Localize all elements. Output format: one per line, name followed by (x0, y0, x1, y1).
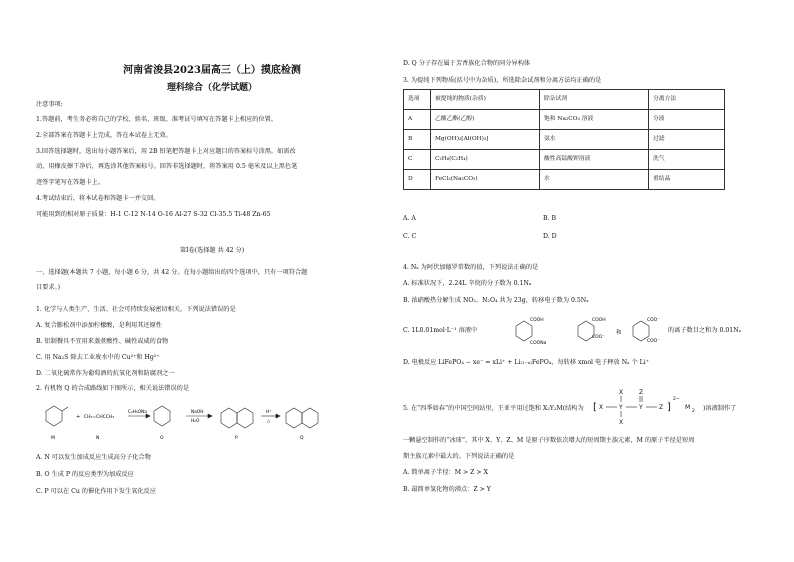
table-header: 分离方法 (649, 90, 725, 110)
section-intro-cont: 目要求。) (36, 284, 61, 291)
q5-stem-line-2: 一颗悬空制作的“冰球”，其中 X、Y、Z、M 是原子序数依次增大的短周期主族元素，M 的原子半径是短周 (403, 437, 695, 444)
compound-p-ring-2 (237, 408, 253, 428)
table-cell: A (404, 110, 431, 130)
table-cell: 重结晶 (649, 170, 725, 190)
atom-x-left: X (599, 404, 604, 411)
label-q: Q (300, 436, 304, 441)
plus-sign: + (76, 414, 81, 420)
table-header-row (404, 90, 725, 110)
table-cell: 乙酸乙酯(乙醇) (431, 110, 540, 130)
section-title: 第Ⅰ卷(选择题 共 42 分) (179, 247, 245, 254)
q5-option-b: B. 最简单氢化物的沸点：Z > Y (403, 486, 491, 493)
reagent-3: H₂O (191, 419, 200, 424)
metal-m: M (685, 404, 691, 411)
q2-option-b: B. O 生成 P 的反应类型为加成反应 (36, 471, 134, 478)
reaction-arrows (128, 414, 280, 418)
compound-o-ring (154, 406, 170, 426)
table-row (404, 150, 725, 170)
notes-heading: 注意事项: (36, 101, 63, 108)
table-header: 除杂试剂 (540, 90, 649, 110)
table-row (404, 110, 725, 130)
compound-q-ring-2 (302, 408, 318, 428)
note-2: 2.全部答案在答题卡上完成，答在本试卷上无效。 (36, 132, 172, 139)
compound-n-formula: CH₂=CHCCH₃ (84, 415, 115, 420)
benzene-ring-1 (516, 321, 532, 341)
table-cell: C₂H₆(C₂H₄) (431, 150, 540, 170)
reagent-2: NaOH (191, 410, 204, 415)
q4-option-d: D. 电极反应 LiFePO₄ − xe⁻ = xLi⁺ + Li₍₁₋ₓ₎FePO₄，每转移 xmol 电子释放 Nₐ 个 Li⁺ (403, 359, 649, 366)
note-3-cont-2: 迹签字笔写在答题卡上。 (36, 179, 105, 186)
label-m: M (51, 436, 55, 441)
q2-option-a: A. N 可以发生加成反应生成高分子化合物 (36, 454, 151, 461)
note-3-cont: 动，用橡皮擦干净后，再选涂其他答案标号。回答非选择题时，将答案用 0.5 毫米及以上黑色笔 (36, 163, 298, 170)
label-o: O (160, 436, 164, 441)
struct-label: COONa (530, 341, 547, 346)
atom-x-top: X (619, 389, 624, 396)
table-header: 选项 (404, 90, 431, 110)
q5-stem-line-3: 期主族元素中最大的。下列说法正确的是 (403, 453, 515, 460)
struct-label: COOH (592, 318, 606, 323)
note-1: 1.答题前，考生务必将自己的学校、姓名、班级、准考证号填写在答题卡上相应的位置。 (36, 116, 278, 123)
q4-option-c-prefix: C. 1L0.01mol·L⁻¹ 溶液中 (403, 327, 478, 334)
q4-structures (508, 312, 668, 352)
q3-answer-d: D. D (543, 233, 557, 240)
q3-answer-a: A. A (403, 215, 416, 222)
table-row (404, 130, 725, 150)
q2-stem: 2. 有机物 Q 的合成路线如下图所示，相关说法错误的是 (36, 385, 190, 392)
compound-p-ring-1 (221, 408, 237, 428)
table-row (404, 170, 725, 190)
reagent-4: H⁺ (266, 410, 272, 415)
q4-option-b: B. 浓硝酸热分解生成 NO₂、N₂O₄ 共为 23g，转移电子数为 0.5Nₐ (403, 297, 589, 304)
q5-option-a: A. 简单离子半径：M > Z > X (403, 469, 488, 476)
table-header: 被提纯的物质(杂质) (431, 90, 540, 110)
metal-count: 2 (692, 409, 695, 414)
and-word: 和 (616, 330, 622, 336)
note-3: 3.回答选择题时，选出每小题答案后，用 2B 铅笔把答题卡上对应题目的答案标号涂黑。如需改 (36, 148, 296, 155)
struct-label: COO⁻ (647, 318, 660, 323)
atom-y-1: Y (619, 404, 623, 411)
exam-subtitle: 理科综合（化学试题） (166, 83, 257, 93)
table-cell: Mg(OH)₂[Al(OH)₃] (431, 130, 540, 150)
struct-label: COO⁻ (592, 335, 605, 340)
table-cell: 水 (540, 170, 649, 190)
table-cell: 分液 (649, 110, 725, 130)
q1-option-d: D. 二氧化硫常作为葡萄酒的抗氧化剂和防腐剂之一 (36, 370, 175, 377)
q2-option-d: D. Q 分子存在属于芳香族化合物的同分异构体 (403, 60, 531, 67)
q1-stem: 1. 化学与人类生产、生活、社会可持续发展密切相关。下列说法错误的是 (36, 306, 236, 313)
reagent-5: △ (267, 419, 271, 424)
q3-answer-c: C. C (403, 233, 417, 240)
q4-option-a: A. 标准状况下，2.24L 辛烷的分子数为 0.1Nₐ (403, 280, 532, 287)
table-cell: 洗气 (649, 150, 725, 170)
q3-answer-b: B. B (543, 215, 557, 222)
table-cell: 过滤 (649, 130, 725, 150)
label-p: P (235, 436, 238, 441)
q4-option-c-suffix: 的离子数目之和为 0.01Nₐ (668, 327, 742, 334)
q3-table (403, 89, 725, 190)
q1-option-c: C. 用 Na₂S 除去工业废水中的 Cu²⁺和 Hg²⁺ (36, 354, 160, 361)
q4-stem: 4. Nₐ 为阿伏加德罗常数的值，下列说法正确的是 (403, 264, 539, 271)
atom-y-2: Y (639, 404, 643, 411)
table-cell: C (404, 150, 431, 170)
label-n: N (96, 436, 100, 441)
bracket-right: ] (667, 402, 671, 413)
atom-z-top: Z (639, 389, 644, 396)
struct-label: COO⁻ (647, 339, 660, 344)
q1-option-a: A. 复合膨松剂中添加柠檬酸，是利用其还原性 (36, 322, 162, 329)
table-cell: FeCl₃(Na₂CO₃) (431, 170, 540, 190)
compound-m-ring (46, 406, 62, 426)
note-4: 4.考试结束后，将本试卷和答题卡一并交回。 (36, 195, 160, 202)
table-cell: 氨水 (540, 130, 649, 150)
q2-option-c: C. P 可以在 Cu 的催化作用下发生氧化反应 (36, 488, 157, 495)
bracket-left: [ (593, 402, 597, 413)
exam-title: 河南省浚县2023届高三（上）摸底检测 (123, 65, 301, 76)
q3-stem: 3. 为提纯下列物质(括号中为杂质)，所选除杂试剂和分离方法均正确的是 (403, 77, 602, 84)
struct-label: COOH (530, 318, 544, 323)
benzene-ring-3 (633, 321, 649, 341)
compound-q-ring-1 (286, 408, 302, 428)
section-intro: 一、选择题(本题共 7 小题，每小题 6 分，共 42 分。在每小题给出的四个选项中，只有一项符合题 (36, 269, 308, 276)
table-cell: 酸性高锰酸钾溶液 (540, 150, 649, 170)
reagent-1: C₂H₅ONa (128, 410, 147, 415)
q5-stem: 5. 在“四季如春”的中国空间站里，王亚平用过饱和 X₂Y₂M(结构为 (403, 405, 584, 412)
table-cell: B (404, 130, 431, 150)
charge: 2− (673, 397, 680, 402)
atom-x-bottom: X (619, 419, 624, 426)
atom-z: Z (659, 404, 664, 411)
table-cell: D (404, 170, 431, 190)
atomic-masses: 可能用到的相对原子质量：H-1 C-12 N-14 O-16 Al-27 S-32 Cl-35.5 Ti-48 Zn-65 (36, 211, 271, 218)
q5-structure-formula (593, 388, 703, 426)
q1-option-b: B. 铝制餐具不宜用来蒸煮酸性、碱性或咸的食物 (36, 338, 169, 345)
table-cell: 饱和 Na₂CO₃ 溶液 (540, 110, 649, 130)
synthesis-route-diagram (36, 399, 326, 449)
q5-stem-suffix: )溶液制作了 (703, 405, 737, 412)
